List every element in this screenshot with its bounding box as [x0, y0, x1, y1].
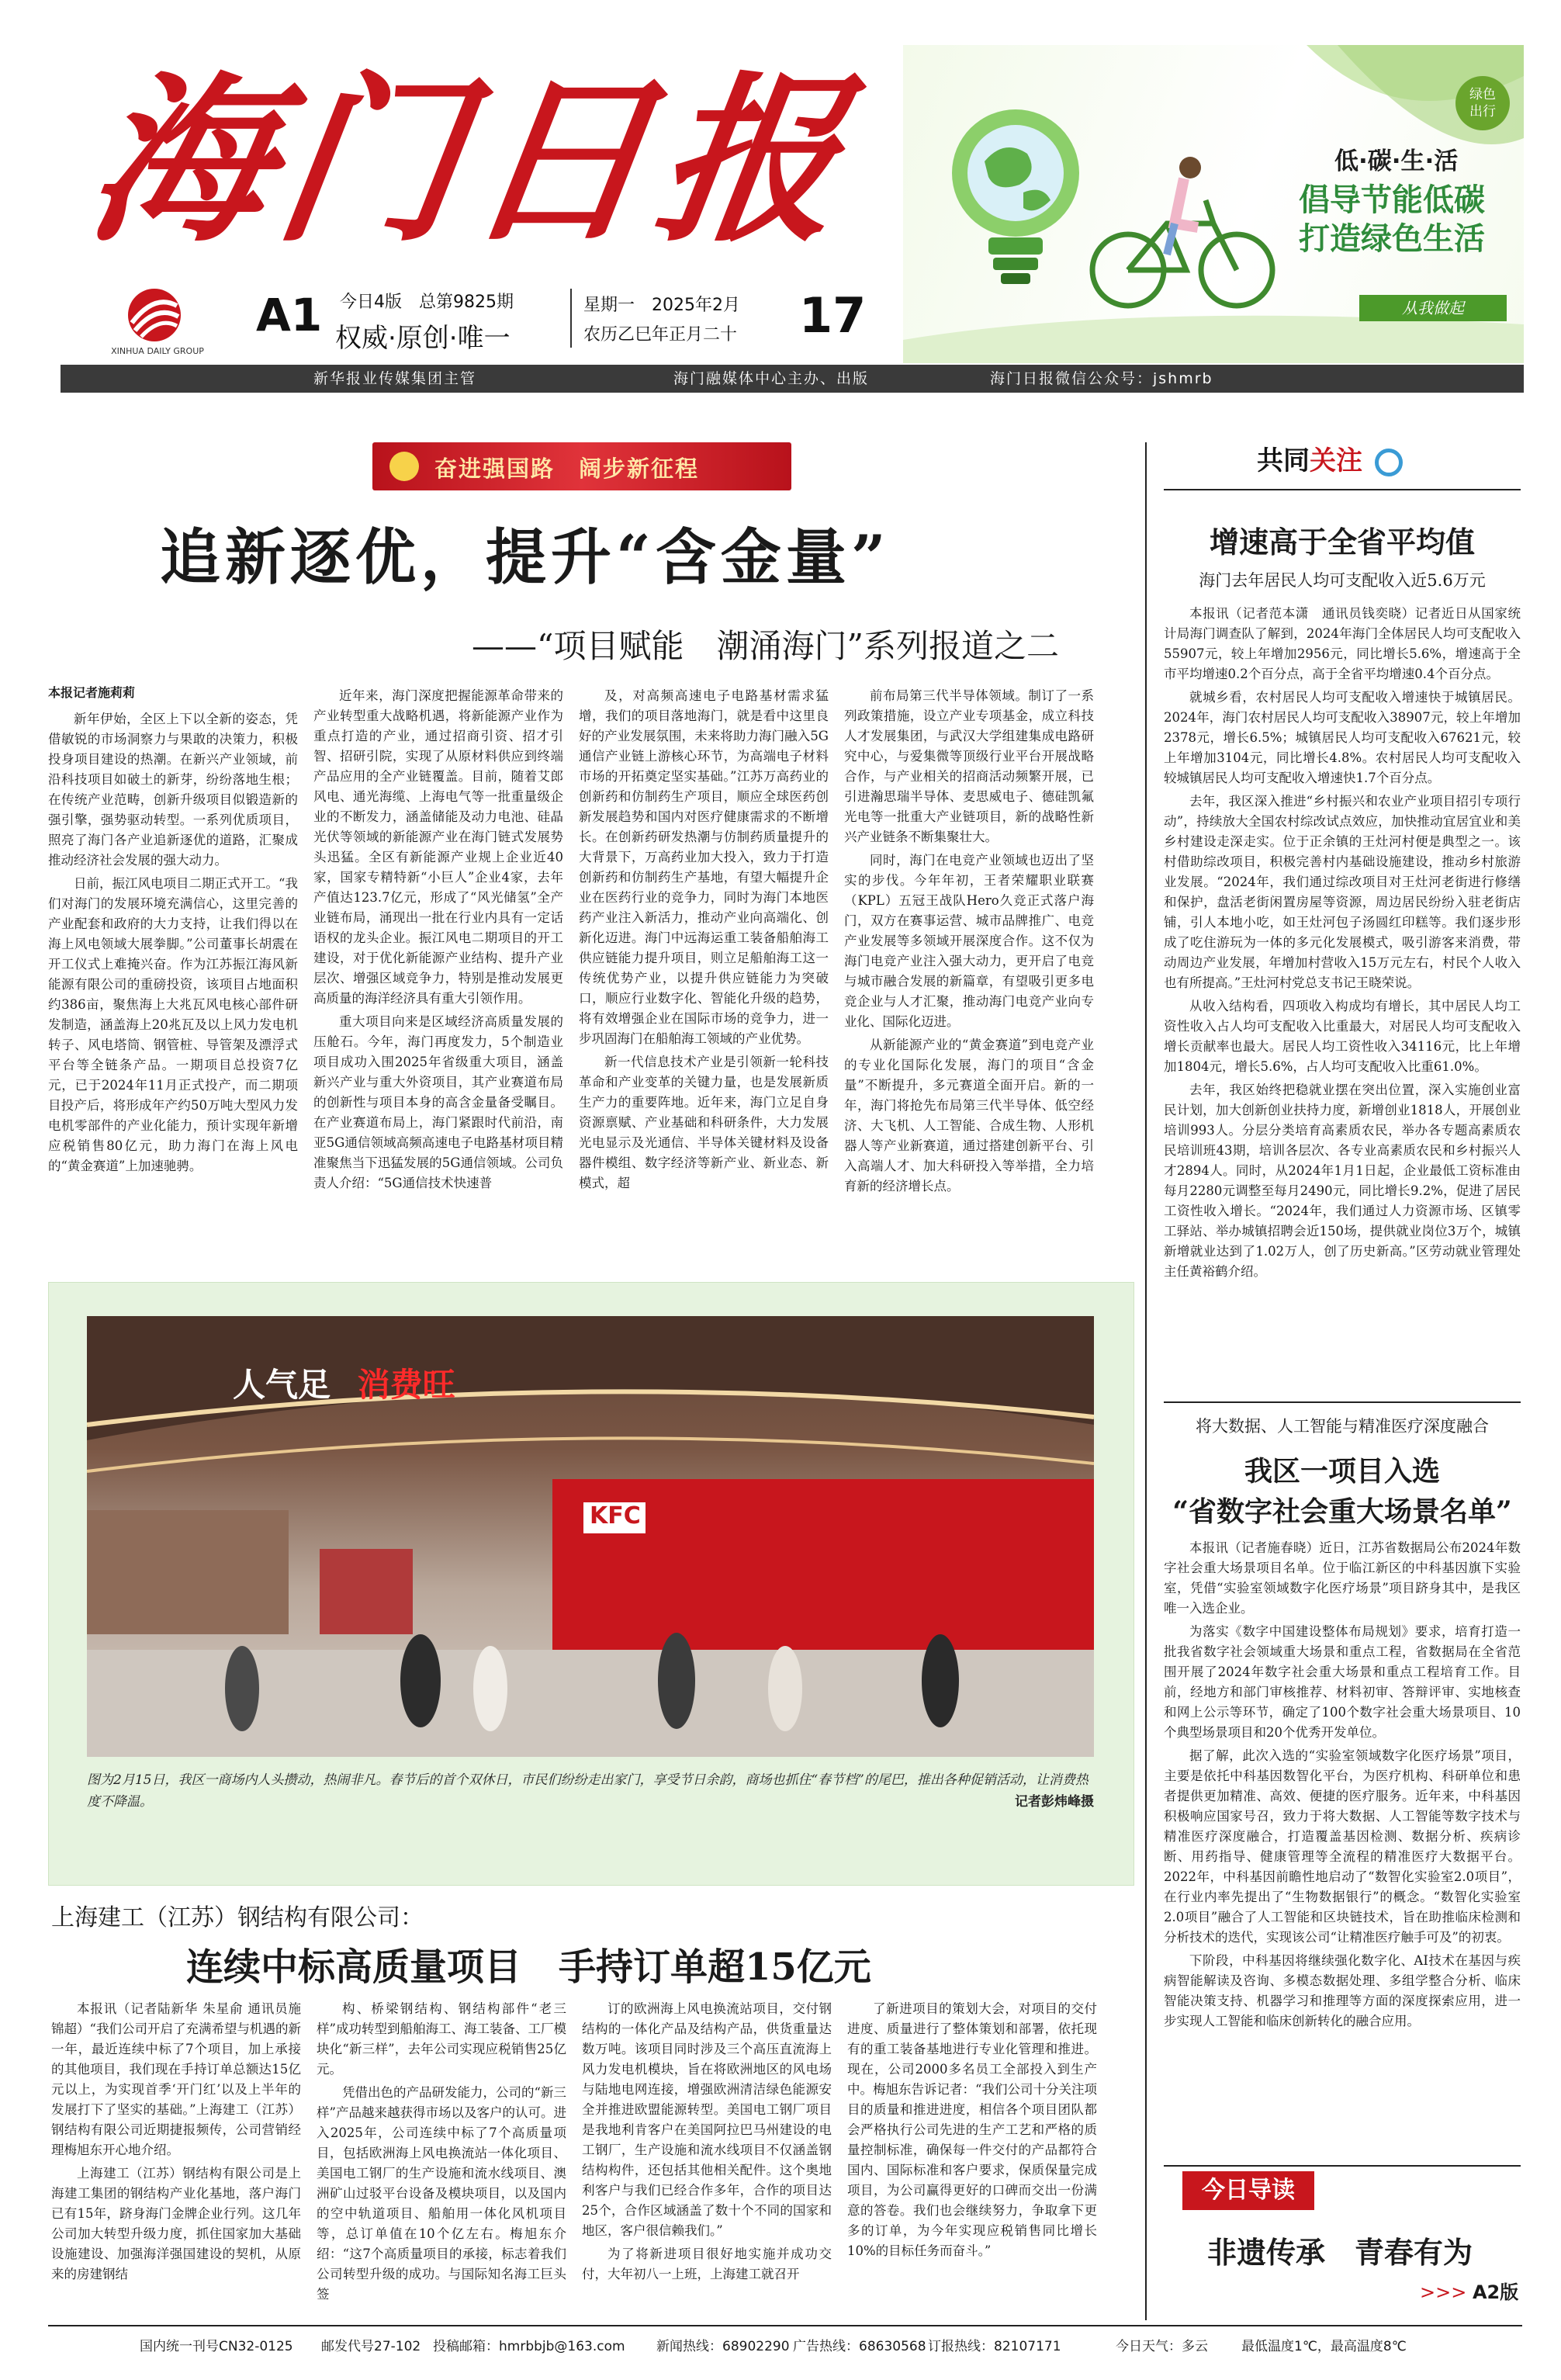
- guide-headline[interactable]: 非遗传承 青春有为: [1207, 2235, 1473, 2270]
- s1-paragraph: 就城乡看，农村居民人均可支配收入增速快于城镇居民。2024年，海门农村居民人均可支配收入38907元，较上年增加2378元，增长6.5%；城镇居民人均可支配收入67621元，较上年增加3104元，同比增长4.8%。农村居民人均可支配收入较城镇居民人均可支配收入增速快1.7个百分点。: [1164, 690, 1521, 785]
- photo-credit: 记者彭炜峰摄: [1015, 1794, 1094, 1810]
- lead-paragraph: 新一代信息技术产业是引领新一轮科技革命和产业变革的关键力量，也是发展新质生产力的重要阵地。近年来，海门立足自身资源禀赋、产业基础和科研条件，大力发展光电显示及光通信、半导体关键材料及设备器件模组、数字经济等新产业、新业态、新模式，超: [579, 1055, 829, 1190]
- story2-col-3: [582, 1999, 832, 2312]
- ad-line1: 低·碳·生·活: [1334, 147, 1459, 175]
- lead-paragraph: 从新能源产业的“黄金赛道”到电竞产业的专业化国际化发展，海门的项目“含金量”不断提升，多元赛道全面开启。新的一年，海门将抢先布局第三代半导体、低空经济、大飞机、人工智能、合成生物、人形机器人等产业新赛道，通过搭建创新平台、引入高端人才、加大科研投入等举措，全力培育新的经济增长点。: [844, 1038, 1094, 1193]
- party-emblem-icon: [389, 452, 419, 481]
- lead-col-2: [313, 686, 563, 1260]
- photo-caption: 图为2月15日，我区一商场内人头攒动，热闹非凡。春节后的首个双休日，市民们纷纷走出家门，享受节日余韵，商场也抓住“春节档”的尾巴，推出各种促销活动，让消费热度不降温。 记者彭炜峰摄: [87, 1769, 1094, 1813]
- weekday-date: 星期一 2025年2月: [583, 296, 740, 315]
- s2-paragraph: 为落实《数字中国建设整体布局规划》要求，培育打造一批我省数字社会领域重大场景和重点工程，省数据局在全省范围开展了2024年数字社会重大场景和重点工程培育工作。目前，经地方和部门审核推荐、材料初审、答辩评审、实地核查和网上公示等环节，确定了100个数字社会重大场景项目、10个典型场景项目和20个优秀开发单位。: [1164, 1624, 1521, 1740]
- lead-col-4: [844, 686, 1094, 1260]
- story2-col-1: [51, 1999, 301, 2312]
- footer-item: 最低温度1℃，最高温度8℃: [1241, 2339, 1407, 2354]
- footer-item: 今日天气：多云: [1116, 2339, 1208, 2354]
- footer-item: 新闻热线：68902290: [656, 2339, 790, 2354]
- story2-paragraph: 订的欧洲海上风电换流站项目，交付钢结构的一体化产品及结构产品，供货重量达数万吨。该项目同时涉及三个高压直流海上风力发电机模块，旨在将欧洲地区的风电场与陆地电网连接，增强欧洲清洁绿色能源安全并推进欧盟能源转型。美国电工钢厂项目是我地利肯客户在美国阿拉巴马州建设的电工钢厂，生产设施和流水线项目不仅涵盖钢结构构件，还包括其他相关配件。这个奥地利客户与我们已经合作多年，合作的项目达25个，合作区域涵盖了数十个不同的国家和地区，客户很信赖我们。”: [582, 2001, 832, 2238]
- lead-paragraph: 前布局第三代半导体领域。制订了一系列政策措施，设立产业专项基金，成立科技人才发展集团，与武汉大学组建集成电路研究中心，与爱集微等顶级行业平台开展战略合作，与产业相关的招商活动频繁开展，已引进瀚思瑞半导体、麦思威电子、德硅凯氟光电等一批重大产业链项目，新的战略性新兴产业链条不断集聚壮大。: [844, 688, 1094, 844]
- story2-headline: 连续中标高质量项目 手持订单超15亿元: [186, 1945, 871, 1989]
- story2-paragraph: 了新进项目的策划大会，对项目的交付进度、质量进行了整体策划和部署，依托现有的重工装备基地进行专业化管理和推进。现在，公司2000多名员工全部投入到生产中。梅旭东告诉记者：“我们公司十分关注项目的质量和推进进度，相信各个项目团队都会严格执行公司先进的生产工艺和严格的质量控制标准，确保每一件交付的产品都符合国内、国际标准和客户要求，保质保量完成项目，为公司赢得更好的口碑而交出一份满意的答卷。我们也会继续努力，争取拿下更多的订单，为今年实现应税销售同比增长10%的目标任务而奋斗。”: [847, 2001, 1097, 2258]
- footer-bar: [48, 2331, 1522, 2362]
- footer-item: 投稿邮箱：hmrbbjb@163.com: [433, 2339, 625, 2354]
- info-band: [61, 365, 1524, 393]
- s2-paragraph: 据了解，此次入选的“实验室领域数字化医疗场景”项目，主要是依托中科基因数智化平台，为医疗机构、科研单位和患者提供更加精准、高效、便捷的医疗服务。近年来，中科基因积极响应国家号召，致力于将大数据、人工智能等数字技术与精准医疗深度融合，打造覆盖基因检测、数据分析、疾病诊断、用药指导、健康管理等全流程的精准医疗大数据平台。2022年，中科基因前瞻性地启动了“数智化实验室2.0项目”，在行业内率先提出了“生物数据银行”的概念。“数智化实验室2.0项目”融合了人工智能和区块链技术，旨在助推临床检测和分析技术的迭代，实现该公司“让精准医疗触手可及”的初衷。: [1164, 1748, 1521, 1945]
- lead-paragraph: 及，对高频高速电子电路基材需求猛增，我们的项目落地海门，就是看中这里良好的产业发展氛围，未来将助力海门融入5G通信产业链上游核心环节，为高端电子材料市场的开拓奠定坚实基础。”江苏万高药业的创新药和仿制药生产项目，顺应全球医药创新发展趋势和国内对医疗健康需求的不断增长。在创新药研发热潮与仿制药质量提升的大背景下，万高药业加大投入，致力于打造创新药和仿制药生产基地，有望大幅提升企业在医药行业的竞争力，同时为海门本地医药产业注入新活力，推动产业向高端化、创新化迈进。海门中远海运重工装备船舶海工供应链能力提升项目，则立足船舶海工这一传统优势产业，以提升供应链能力为突破口，顺应行业数字化、智能化升级的趋势，将有效增强企业在国际市场的竞争力，进一步巩固海门在船舶海工领域的产业优势。: [579, 688, 829, 1046]
- lead-col-1: [48, 709, 298, 1252]
- story2-paragraph: 凭借出色的产品研发能力，公司的“新三样”产品越来越获得市场以及客户的认可。进入2025年，公司连续中标了7个高质量项目，包括欧洲海上风电换流站一体化项目、美国电工钢厂的生产设施和流水线项目、澳洲矿山过驳平台设备及模块项目，以及国内的空中轨道项目、船舶用一体化风机项目等，总订单值在10个亿左右。梅旭东介绍：“这7个高质量项目的承接，标志着我们公司转型升级的成功。与国际知名海工巨头签: [317, 2085, 566, 2302]
- band-right: 海门日报微信公众号：jshmrb: [990, 370, 1213, 387]
- story2-kicker: 上海建工（江苏）钢结构有限公司：: [51, 1904, 424, 1931]
- store-sign: KFC: [590, 1502, 641, 1530]
- s2-headline-a: 我区一项目入选: [1244, 1455, 1440, 1488]
- story2-col-2: [317, 1999, 566, 2312]
- story2-paragraph: 为了将新进项目很好地实施并成功交付，大年初八一上班，上海建工就召开: [582, 2247, 832, 2281]
- s1-headline: 增速高于全省平均值: [1209, 525, 1475, 559]
- lunar-date: 农历乙巳年正月二十: [583, 325, 738, 345]
- issue-info: 今日4版 总第9825期: [340, 293, 514, 312]
- story2-paragraph: 上海建工（江苏）钢结构有限公司是上海建工集团的钢结构产业化基地，落户海门已有15年，跻身海门金牌企业行列。这几年公司加大转型升级力度，抓住国家加大基础设施建设、加强海洋强国建设的契机，从原来的房建钢结: [51, 2166, 301, 2281]
- band-mid: 海门融媒体中心主办、出版: [673, 370, 870, 387]
- guide-title: 今日导读: [1182, 2171, 1314, 2210]
- lead-byline: 本报记者施莉莉: [48, 685, 136, 700]
- s1-paragraph: 去年，我区始终把稳就业摆在突出位置，深入实施创业富民计划，加大创新创业扶持力度，新增创业1818人，开展创业培训993人。分层分类培育高素质农民，举办各专题高素质农民培训班43期，培训各层次、各专业高素质农民和乡村振兴人才2894人。同时，从2024年1月1日起，企业最低工资标准由每月2280元调整至每月2490元，同比增长9.2%，促进了居民工资性收入增长。“2024年，我们通过人力资源市场、区镇零工驿站、举办城镇招聘会近150场，提供就业岗位3万个，城镇新增就业达到了1.02万人，创了历史新高。”区劳动就业管理处主任黄裕鹤介绍。: [1164, 1083, 1521, 1279]
- lead-paragraph: 同时，海门在电竞产业领域也迈出了坚实的步伐。今年年初，王者荣耀职业联赛（KPL）五冠王战队Hero久竞正式落户海门，双方在赛事运营、城市品牌推广、电竞产业发展等多领域开展深度合作。这不仅为海门电竞产业注入强大动力，更开启了电竞与城市融合发展的新篇章，有望吸引更多电竞企业与人才汇聚，推动海门电竞产业向专业化、国际化迈进。: [844, 853, 1094, 1029]
- s1-paragraph: 本报讯（记者范本潇 通讯员钱奕晓）记者近日从国家统计局海门调查队了解到，2024年海门全体居民人均可支配收入55907元，较上年增加2956元，同比增长5.6%，增速高于全市平均增速0.2个百分点，高于全省平均增速0.4个百分点。: [1164, 606, 1521, 681]
- s2-paragraph: 下阶段，中科基因将继续强化数字化、AI技术在基因与疾病智能解读及咨询、多模态数据处理、多组学整合分析、临床智能决策支持、机器学习和推理等方面的深度探索应用，进一步实现人工智能和临床创新转化的融合应用。: [1164, 1953, 1521, 2028]
- lead-paragraph: 重大项目向来是区域经济高质量发展的压舱石。今年，海门再度发力，5个制造业项目成功入围2025年省级重大项目，涵盖新兴产业与重大外资项目，其产业赛道布局的创新性与项目本身的高含金量备受瞩目。在产业赛道布局上，海门紧跟时代前沿，南亚5G通信领域高频高速电子电路基材项目精准聚焦当下迅猛发展的5G通信领域。公司负责人介绍：“5G通信技术快速普: [313, 1014, 563, 1190]
- band-left: 新华报业传媒集团主管: [313, 370, 477, 387]
- motto: 权威·原创·唯一: [335, 323, 511, 354]
- footer-item: 订报热线：82107171: [928, 2339, 1061, 2354]
- s2-paragraph: 本报讯（记者施春晓）近日，江苏省数据局公布2024年数字社会重大场景项目名单。位于临江新区的中科基因旗下实验室，凭借“实验室领域数字化医疗场景”项目跻身其中，是我区唯一入选企业。: [1164, 1540, 1521, 1616]
- magnifier-icon: [1375, 449, 1403, 476]
- logo-caption: XINHUA DAILY GROUP: [111, 346, 204, 356]
- s1-paragraph: 去年，我区深入推进“乡村振兴和农业产业项目招引专项行动”，持续放大全国农村综改试点效应，加快推动宜居宜业和美乡村建设走深走实。位于正余镇的王灶河村便是典型之一。该村借助综改项目，积极完善村内基础设施建设，推动乡村旅游业发展。“2024年，我们通过综改项目对王灶河老街进行修缮和保护，盘活老街闲置房屋等资源，周边居民纷纷入驻老街店铺，引人本地小吃，如王灶河包子汤圆红印糕等。我们逐步形成了吃住游玩为一体的多元化发展模式，吸引游客来消费，带动周边产业发展，年增加村营收入15万元左右，村民个人收入也有所提高。”王灶河村党总支书记王晓荣说。: [1164, 794, 1521, 990]
- s2-kicker: 将大数据、人工智能与精准医疗深度融合: [1196, 1417, 1489, 1436]
- lead-col-3: [579, 686, 829, 1260]
- ad-line2: 倡导节能低碳: [1299, 182, 1485, 218]
- footer-item: 邮发代号27-102: [321, 2339, 421, 2354]
- s2-body: [1164, 1538, 1521, 2151]
- story2-paragraph: 构、桥梁钢结构、钢结构部件“老三样”成功转型到船舶海工、海工装备、工厂模块化“新三样”，去年公司实现应税销售25亿元。: [317, 2001, 566, 2077]
- lead-paragraph: 新年伊始，全区上下以全新的姿态，凭借敏锐的市场洞察力与果敢的决策力，积极投身项目建设的热潮。在新兴产业领域，前沿科技项目如破土的新芽，纷纷落地生根；在传统产业范畴，创新升级项目似锻造新的强引擎，强势驱动转型。一系列优质项目，照亮了海门各产业追新逐优的道路，汇聚成推动经济社会发展的强大动力。: [48, 712, 298, 868]
- xinhua-logo-icon: [109, 287, 200, 346]
- s2-headline-b: “省数字社会重大场景名单”: [1172, 1495, 1512, 1528]
- lead-paragraph: 近年来，海门深度把握能源革命带来的产业转型重大战略机遇，将新能源产业作为重点打造的产业，通过招商引资、招才引智、招研引院，实现了从原材料供应到终端产品应用的全产业链覆盖。目前，随着艾郎风电、通光海缆、上海电气等一批重量级企业的不断发力，涵盖储能及动力电池、硅晶光伏等领域的新能源产业在海门链式发展势头迅猛。全区有新能源产业规上企业近40家，国家专精特新“小巨人”企业4家，去年产值达123.7亿元，形成了“风光储氢”全产业链布局，涌现出一批在行业内具有一定话语权的龙头企业。振江风电二期项目的开工建设，对于优化新能源产业结构、提升产业层次、增强区域竞争力，特别是推动发展更高质量的海洋经济具有重大引领作用。: [313, 688, 563, 1006]
- footer-item: 广告热线：68630568: [793, 2339, 926, 2354]
- lead-headline: 追新逐优，提升“含金量”: [160, 522, 891, 593]
- photo-title: 人气足 消费旺: [233, 1366, 455, 1404]
- lead-subhead: ——“项目赋能 潮涌海门”系列报道之二: [472, 627, 1059, 665]
- lightbulb-earth-icon: [942, 99, 1089, 301]
- ad-line3: 打造绿色生活: [1299, 221, 1485, 257]
- masthead-title: 海门日报: [76, 54, 864, 266]
- green-ad: [903, 45, 1524, 363]
- mall-photo: [87, 1316, 1094, 1757]
- s1-paragraph: 从收入结构看，四项收入构成均有增长，其中居民人均工资性收入占人均可支配收入比重最大，对居民人均可支配收入增长贡献率也最大。居民人均工资性收入34116元，比上年增加1804元，增长5.6%，占人均可支配收入比重61.0%。: [1164, 999, 1521, 1074]
- lead-paragraph: 日前，振江风电项目二期正式开工。“我们对海门的发展环境充满信心，这里完善的产业配套和政府的大力支持，让我们得以在海上风电领域大展拳脚。”公司董事长胡震在开工仪式上难掩兴奋。作为江苏振江海风新能源有限公司的重磅投资，该项目占地面积约386亩，聚焦海上大兆瓦风电核心部件研发制造，涵盖海上20兆瓦及以上风力发电机转子、风电塔筒、钢管桩、导管架及漂浮式平台等全链条产品。一期项目总投资7亿元，已于2024年11月正式投产，而二期项目投产后，将形成年产约50万吨大型风力发电机零部件的产业化能力，预计实现年新增应税销售80亿元，助力海门在海上风电的“黄金赛道”上加速驰骋。: [48, 876, 298, 1173]
- day-number: 17: [799, 287, 867, 344]
- bicycle-icon: [1082, 154, 1283, 317]
- s1-body: [1164, 604, 1521, 1395]
- story2-paragraph: 本报讯（记者陆新华 朱星俞 通讯员施锦超）“我们公司开启了充满希望与机遇的新一年，最近连续中标了7个项目，加上承接的其他项目，我们现在手持订单总额达15亿元以上，为实现首季‘开门红’以及上半年的发展打下了坚实的基础。”上海建工（江苏）钢结构有限公司近期捷报频传，公司营销经理梅旭东开心地介绍。: [51, 2001, 301, 2157]
- page-number: A1: [256, 289, 323, 341]
- story2-col-4: [847, 1999, 1097, 2312]
- guide-page-link[interactable]: >>> A2版: [1420, 2281, 1519, 2303]
- ad-badge: 绿色出行: [1455, 76, 1510, 130]
- ad-tag: 从我做起: [1359, 295, 1507, 321]
- footer-item: 国内统一刊号CN32-0125: [140, 2339, 293, 2354]
- s1-subhead: 海门去年居民人均可支配收入近5.6万元: [1199, 571, 1486, 590]
- sidebar-section-title: 共同关注: [1257, 439, 1403, 477]
- section-banner: 奋进强国路 阔步新征程: [372, 442, 791, 490]
